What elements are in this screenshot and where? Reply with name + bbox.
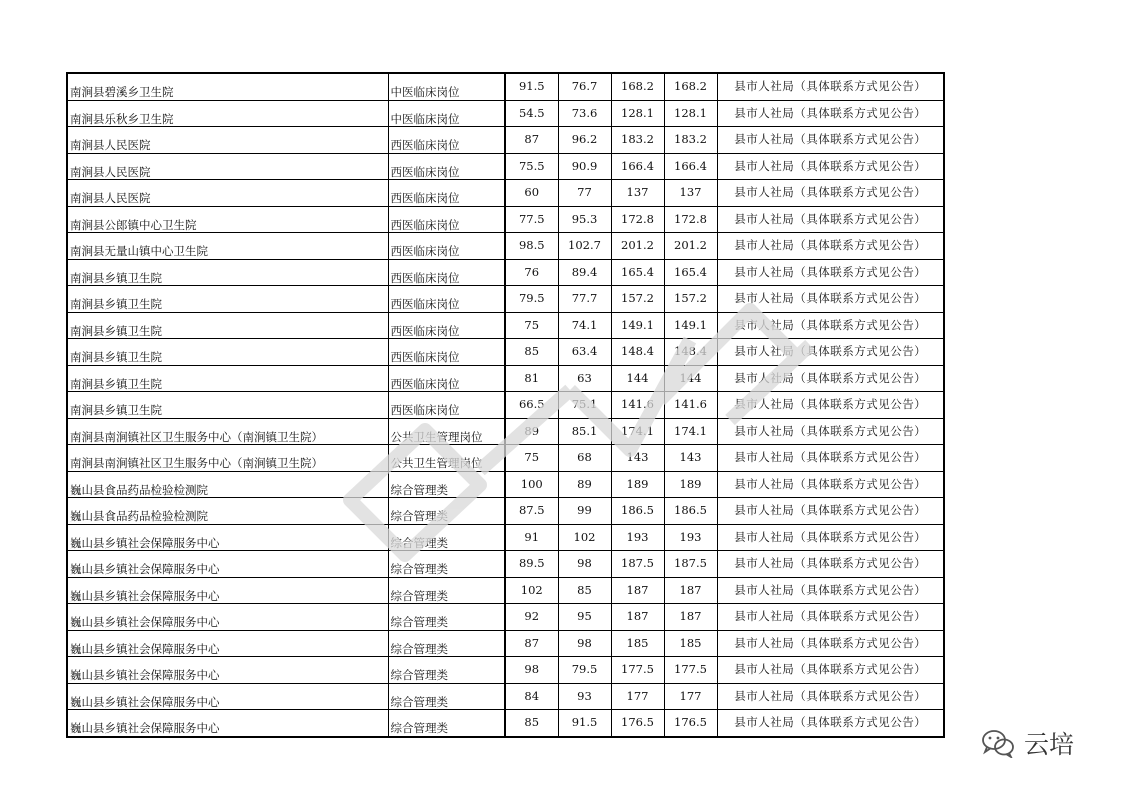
cell-final-score: 176.5	[664, 710, 717, 737]
cell-contact: 县市人社局（具体联系方式见公告）	[717, 657, 944, 684]
cell-interview-score: 91.5	[558, 710, 611, 737]
cell-total-score: 185	[611, 630, 664, 657]
cell-written-score: 102	[505, 577, 558, 604]
cell-unit: 巍山县乡镇社会保障服务中心	[67, 524, 388, 551]
cell-position: 综合管理类	[388, 630, 505, 657]
cell-final-score: 187	[664, 577, 717, 604]
table-row	[67, 524, 944, 551]
cell-contact: 县市人社局（具体联系方式见公告）	[717, 259, 944, 286]
cell-final-score: 157.2	[664, 286, 717, 313]
cell-contact: 县市人社局（具体联系方式见公告）	[717, 392, 944, 419]
table-row	[67, 498, 944, 525]
cell-position: 西医临床岗位	[388, 259, 505, 286]
cell-contact: 县市人社局（具体联系方式见公告）	[717, 100, 944, 127]
cell-total-score: 149.1	[611, 312, 664, 339]
cell-written-score: 85	[505, 339, 558, 366]
cell-written-score: 89.5	[505, 551, 558, 578]
cell-unit: 南涧县乡镇卫生院	[67, 312, 388, 339]
cell-unit: 巍山县乡镇社会保障服务中心	[67, 710, 388, 737]
cell-total-score: 183.2	[611, 127, 664, 154]
cell-unit: 南涧县乡镇卫生院	[67, 365, 388, 392]
cell-position: 综合管理类	[388, 683, 505, 710]
cell-total-score: 168.2	[611, 73, 664, 100]
brand-mark	[980, 726, 1074, 760]
cell-total-score: 137	[611, 180, 664, 207]
cell-written-score: 81	[505, 365, 558, 392]
cell-written-score: 84	[505, 683, 558, 710]
cell-contact: 县市人社局（具体联系方式见公告）	[717, 73, 944, 100]
cell-interview-score: 73.6	[558, 100, 611, 127]
table-row	[67, 206, 944, 233]
table-row	[67, 551, 944, 578]
cell-final-score: 187.5	[664, 551, 717, 578]
table-row	[67, 710, 944, 737]
cell-written-score: 66.5	[505, 392, 558, 419]
cell-written-score: 77.5	[505, 206, 558, 233]
cell-total-score: 176.5	[611, 710, 664, 737]
cell-unit: 巍山县乡镇社会保障服务中心	[67, 657, 388, 684]
cell-position: 综合管理类	[388, 498, 505, 525]
cell-final-score: 185	[664, 630, 717, 657]
cell-position: 综合管理类	[388, 710, 505, 737]
cell-written-score: 91.5	[505, 73, 558, 100]
cell-interview-score: 102	[558, 524, 611, 551]
cell-interview-score: 76.7	[558, 73, 611, 100]
cell-written-score: 98	[505, 657, 558, 684]
cell-interview-score: 85	[558, 577, 611, 604]
cell-contact: 县市人社局（具体联系方式见公告）	[717, 471, 944, 498]
cell-written-score: 91	[505, 524, 558, 551]
cell-unit: 南涧县乡镇卫生院	[67, 339, 388, 366]
cell-unit: 巍山县乡镇社会保障服务中心	[67, 604, 388, 631]
cell-position: 西医临床岗位	[388, 286, 505, 313]
cell-written-score: 87	[505, 630, 558, 657]
table-row	[67, 630, 944, 657]
cell-unit: 巍山县食品药品检验检测院	[67, 498, 388, 525]
cell-unit: 南涧县公郎镇中心卫生院	[67, 206, 388, 233]
cell-unit: 南涧县碧溪乡卫生院	[67, 73, 388, 100]
cell-final-score: 148.4	[664, 339, 717, 366]
cell-interview-score: 63	[558, 365, 611, 392]
cell-position: 西医临床岗位	[388, 392, 505, 419]
cell-interview-score: 74.1	[558, 312, 611, 339]
cell-interview-score: 99	[558, 498, 611, 525]
table-row	[67, 73, 944, 100]
cell-contact: 县市人社局（具体联系方式见公告）	[717, 604, 944, 631]
cell-contact: 县市人社局（具体联系方式见公告）	[717, 524, 944, 551]
cell-position: 西医临床岗位	[388, 127, 505, 154]
cell-written-score: 76	[505, 259, 558, 286]
table-row	[67, 339, 944, 366]
cell-total-score: 187	[611, 577, 664, 604]
cell-final-score: 141.6	[664, 392, 717, 419]
cell-unit: 巍山县乡镇社会保障服务中心	[67, 551, 388, 578]
cell-interview-score: 68	[558, 445, 611, 472]
cell-written-score: 79.5	[505, 286, 558, 313]
cell-unit: 巍山县乡镇社会保障服务中心	[67, 683, 388, 710]
cell-written-score: 54.5	[505, 100, 558, 127]
cell-final-score: 165.4	[664, 259, 717, 286]
cell-contact: 县市人社局（具体联系方式见公告）	[717, 206, 944, 233]
cell-interview-score: 85.1	[558, 418, 611, 445]
cell-written-score: 87.5	[505, 498, 558, 525]
cell-total-score: 172.8	[611, 206, 664, 233]
cell-interview-score: 98	[558, 551, 611, 578]
table-row	[67, 233, 944, 260]
cell-contact: 县市人社局（具体联系方式见公告）	[717, 153, 944, 180]
cell-total-score: 157.2	[611, 286, 664, 313]
table-row	[67, 471, 944, 498]
cell-written-score: 89	[505, 418, 558, 445]
cell-interview-score: 77	[558, 180, 611, 207]
cell-unit: 南涧县人民医院	[67, 153, 388, 180]
cell-contact: 县市人社局（具体联系方式见公告）	[717, 577, 944, 604]
cell-position: 综合管理类	[388, 524, 505, 551]
cell-final-score: 189	[664, 471, 717, 498]
cell-position: 中医临床岗位	[388, 100, 505, 127]
table-row	[67, 577, 944, 604]
cell-position: 西医临床岗位	[388, 365, 505, 392]
cell-contact: 县市人社局（具体联系方式见公告）	[717, 339, 944, 366]
score-table	[66, 72, 945, 738]
cell-interview-score: 93	[558, 683, 611, 710]
cell-total-score: 166.4	[611, 153, 664, 180]
cell-unit: 南涧县南涧镇社区卫生服务中心（南涧镇卫生院）	[67, 418, 388, 445]
cell-final-score: 149.1	[664, 312, 717, 339]
table-row	[67, 259, 944, 286]
cell-written-score: 85	[505, 710, 558, 737]
table-row	[67, 180, 944, 207]
cell-final-score: 177.5	[664, 657, 717, 684]
cell-total-score: 128.1	[611, 100, 664, 127]
table-row	[67, 286, 944, 313]
cell-unit: 南涧县乡镇卫生院	[67, 392, 388, 419]
cell-total-score: 165.4	[611, 259, 664, 286]
cell-interview-score: 77.7	[558, 286, 611, 313]
cell-contact: 县市人社局（具体联系方式见公告）	[717, 445, 944, 472]
cell-position: 综合管理类	[388, 604, 505, 631]
cell-final-score: 187	[664, 604, 717, 631]
cell-final-score: 137	[664, 180, 717, 207]
cell-position: 综合管理类	[388, 551, 505, 578]
cell-unit: 南涧县无量山镇中心卫生院	[67, 233, 388, 260]
cell-final-score: 183.2	[664, 127, 717, 154]
cell-unit: 南涧县南涧镇社区卫生服务中心（南涧镇卫生院）	[67, 445, 388, 472]
table-row	[67, 392, 944, 419]
cell-interview-score: 98	[558, 630, 611, 657]
cell-total-score: 144	[611, 365, 664, 392]
cell-total-score: 148.4	[611, 339, 664, 366]
cell-final-score: 166.4	[664, 153, 717, 180]
cell-interview-score: 79.5	[558, 657, 611, 684]
table-row	[67, 604, 944, 631]
cell-contact: 县市人社局（具体联系方式见公告）	[717, 365, 944, 392]
cell-interview-score: 75.1	[558, 392, 611, 419]
cell-interview-score: 90.9	[558, 153, 611, 180]
cell-position: 综合管理类	[388, 577, 505, 604]
cell-written-score: 75	[505, 445, 558, 472]
cell-contact: 县市人社局（具体联系方式见公告）	[717, 418, 944, 445]
cell-interview-score: 89.4	[558, 259, 611, 286]
cell-written-score: 92	[505, 604, 558, 631]
table-row	[67, 683, 944, 710]
cell-position: 西医临床岗位	[388, 180, 505, 207]
brand-name: 云培	[1024, 730, 1075, 759]
cell-contact: 县市人社局（具体联系方式见公告）	[717, 180, 944, 207]
table-row	[67, 127, 944, 154]
cell-written-score: 75.5	[505, 153, 558, 180]
cell-written-score: 98.5	[505, 233, 558, 260]
cell-contact: 县市人社局（具体联系方式见公告）	[717, 630, 944, 657]
cell-final-score: 193	[664, 524, 717, 551]
score-table-body	[67, 73, 944, 737]
cell-total-score: 186.5	[611, 498, 664, 525]
cell-total-score: 189	[611, 471, 664, 498]
cell-contact: 县市人社局（具体联系方式见公告）	[717, 286, 944, 313]
cell-unit: 巍山县乡镇社会保障服务中心	[67, 630, 388, 657]
cell-total-score: 174.1	[611, 418, 664, 445]
cell-contact: 县市人社局（具体联系方式见公告）	[717, 498, 944, 525]
table-row	[67, 312, 944, 339]
cell-position: 西医临床岗位	[388, 312, 505, 339]
cell-interview-score: 63.4	[558, 339, 611, 366]
cell-unit: 南涧县乐秋乡卫生院	[67, 100, 388, 127]
cell-total-score: 187.5	[611, 551, 664, 578]
cell-interview-score: 96.2	[558, 127, 611, 154]
cell-final-score: 128.1	[664, 100, 717, 127]
cell-interview-score: 95.3	[558, 206, 611, 233]
cell-contact: 县市人社局（具体联系方式见公告）	[717, 127, 944, 154]
cell-interview-score: 95	[558, 604, 611, 631]
cell-contact: 县市人社局（具体联系方式见公告）	[717, 312, 944, 339]
cell-total-score: 143	[611, 445, 664, 472]
cell-written-score: 100	[505, 471, 558, 498]
cell-final-score: 172.8	[664, 206, 717, 233]
cell-position: 西医临床岗位	[388, 339, 505, 366]
cell-position: 公共卫生管理岗位	[388, 418, 505, 445]
cell-interview-score: 89	[558, 471, 611, 498]
cell-final-score: 201.2	[664, 233, 717, 260]
cell-total-score: 177.5	[611, 657, 664, 684]
cell-position: 综合管理类	[388, 471, 505, 498]
cell-written-score: 60	[505, 180, 558, 207]
cell-position: 综合管理类	[388, 657, 505, 684]
cell-written-score: 87	[505, 127, 558, 154]
cell-unit: 巍山县食品药品检验检测院	[67, 471, 388, 498]
cell-unit: 巍山县乡镇社会保障服务中心	[67, 577, 388, 604]
cell-unit: 南涧县人民医院	[67, 180, 388, 207]
cell-total-score: 201.2	[611, 233, 664, 260]
cell-interview-score: 102.7	[558, 233, 611, 260]
cell-position: 西医临床岗位	[388, 233, 505, 260]
cell-final-score: 177	[664, 683, 717, 710]
wechat-icon	[980, 728, 1016, 758]
table-row	[67, 445, 944, 472]
cell-total-score: 177	[611, 683, 664, 710]
cell-contact: 县市人社局（具体联系方式见公告）	[717, 551, 944, 578]
cell-contact: 县市人社局（具体联系方式见公告）	[717, 683, 944, 710]
table-row	[67, 418, 944, 445]
cell-contact: 县市人社局（具体联系方式见公告）	[717, 233, 944, 260]
cell-total-score: 141.6	[611, 392, 664, 419]
cell-unit: 南涧县乡镇卫生院	[67, 286, 388, 313]
cell-final-score: 144	[664, 365, 717, 392]
cell-position: 西医临床岗位	[388, 153, 505, 180]
cell-position: 中医临床岗位	[388, 73, 505, 100]
cell-contact: 县市人社局（具体联系方式见公告）	[717, 710, 944, 737]
cell-position: 公共卫生管理岗位	[388, 445, 505, 472]
cell-total-score: 187	[611, 604, 664, 631]
cell-unit: 南涧县人民医院	[67, 127, 388, 154]
cell-written-score: 75	[505, 312, 558, 339]
table-row	[67, 365, 944, 392]
cell-final-score: 186.5	[664, 498, 717, 525]
cell-unit: 南涧县乡镇卫生院	[67, 259, 388, 286]
table-row	[67, 100, 944, 127]
cell-final-score: 168.2	[664, 73, 717, 100]
cell-position: 西医临床岗位	[388, 206, 505, 233]
table-row	[67, 657, 944, 684]
table-row	[67, 153, 944, 180]
cell-total-score: 193	[611, 524, 664, 551]
cell-final-score: 143	[664, 445, 717, 472]
cell-final-score: 174.1	[664, 418, 717, 445]
